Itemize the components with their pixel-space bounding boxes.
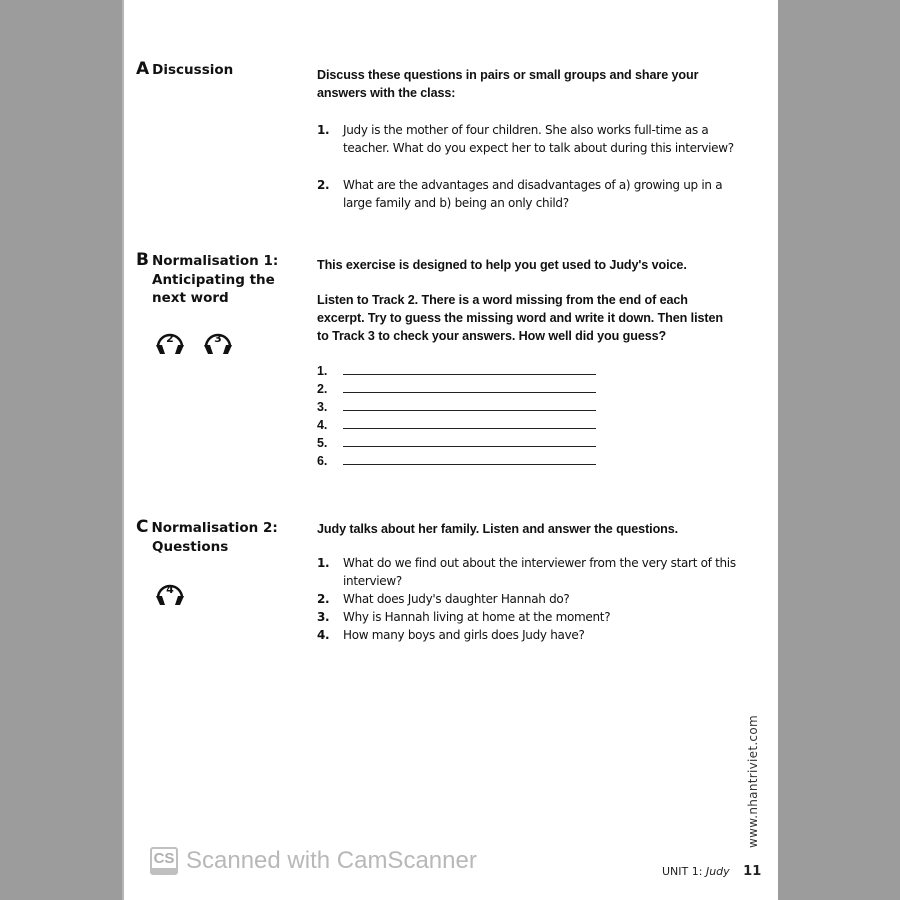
page-footer <box>662 864 761 879</box>
camscanner-logo-icon: CS <box>150 847 178 875</box>
answer-blank[interactable] <box>317 398 737 416</box>
headphone-track-icon <box>202 325 234 355</box>
page-number: 11 <box>743 864 762 879</box>
section-title-line: Questions <box>152 538 229 555</box>
section-letter: C <box>136 517 149 537</box>
blank-line[interactable] <box>343 410 596 411</box>
audio-tracks <box>154 325 234 355</box>
section-b-instructions: Listen to Track 2. There is a word missing from the end of each excerpt. Try to guess the missing word and write it down. Then listen to Track 3 to check your answers. How well did you guess? <box>317 293 723 343</box>
question-number: 2. <box>317 592 330 606</box>
question-item <box>317 121 737 157</box>
question-item <box>317 176 737 212</box>
blank-number: 4. <box>317 418 328 432</box>
answer-blank[interactable] <box>317 362 737 380</box>
question-text: Judy is the mother of four children. She also works full-time as a teacher. What do you expect her to talk about during this interview? <box>343 123 734 155</box>
question-number: 3. <box>317 610 330 624</box>
question-number: 4. <box>317 628 330 642</box>
headphone-track-icon <box>154 325 186 355</box>
section-c-intro: Judy talks about her family. Listen and answer the questions. <box>317 522 679 536</box>
section-title: Discussion <box>152 62 234 78</box>
section-b-heading <box>136 251 278 308</box>
question-item <box>317 554 737 590</box>
camscanner-watermark <box>150 847 477 875</box>
section-b-intro: This exercise is designed to help you get used to Judy's voice. <box>317 258 687 272</box>
section-title-line: Anticipating the <box>152 271 275 288</box>
track-number: 4 <box>166 583 174 596</box>
track-number: 3 <box>214 332 222 345</box>
headphone-track-icon <box>154 576 186 606</box>
answer-blank[interactable] <box>317 434 737 452</box>
blank-number: 3. <box>317 400 328 414</box>
blank-number: 2. <box>317 382 328 396</box>
section-a-intro: Discuss these questions in pairs or small groups and share your answers with the class: <box>317 68 699 100</box>
answer-blank[interactable] <box>317 452 737 470</box>
section-letter: A <box>136 59 150 79</box>
section-title-line: next word <box>152 290 229 306</box>
section-a-content <box>317 66 737 212</box>
question-item <box>317 608 737 626</box>
question-item <box>317 590 737 608</box>
blank-line[interactable] <box>343 464 596 465</box>
section-c-heading <box>136 518 278 556</box>
question-item <box>317 626 737 644</box>
audio-tracks <box>154 576 186 606</box>
question-text: What does Judy's daughter Hannah do? <box>343 592 570 606</box>
question-number: 1. <box>317 123 330 137</box>
section-b-content <box>317 256 737 470</box>
question-text: How many boys and girls does Judy have? <box>343 628 585 642</box>
question-text: What do we find out about the interviewer from the very start of this interview? <box>343 556 736 588</box>
blank-line[interactable] <box>343 374 596 375</box>
answer-blank[interactable] <box>317 416 737 434</box>
blank-line[interactable] <box>343 428 596 429</box>
section-a-heading <box>136 60 233 80</box>
section-title-line: Normalisation 2: <box>151 520 278 536</box>
section-title-line: Normalisation 1: <box>151 253 279 269</box>
watermark-text: Scanned with CamScanner <box>186 847 477 874</box>
blank-line[interactable] <box>343 446 596 447</box>
side-url: www.nhantriviet.com <box>746 715 760 848</box>
question-number: 2. <box>317 178 330 192</box>
answer-blank[interactable] <box>317 380 737 398</box>
blank-number: 1. <box>317 364 328 378</box>
unit-name: Judy <box>705 865 730 878</box>
question-text: Why is Hannah living at home at the moment? <box>343 610 611 624</box>
unit-label: UNIT 1: <box>662 865 703 878</box>
blank-number: 5. <box>317 436 328 450</box>
question-number: 1. <box>317 556 330 570</box>
section-letter: B <box>136 250 149 270</box>
track-number: 2 <box>166 332 174 345</box>
blank-number: 6. <box>317 454 328 468</box>
section-c-content <box>317 520 737 644</box>
document-page <box>122 0 778 900</box>
question-text: What are the advantages and disadvantages of a) growing up in a large family and b) being an only child? <box>343 178 723 210</box>
answer-blanks <box>317 362 737 470</box>
blank-line[interactable] <box>343 392 596 393</box>
